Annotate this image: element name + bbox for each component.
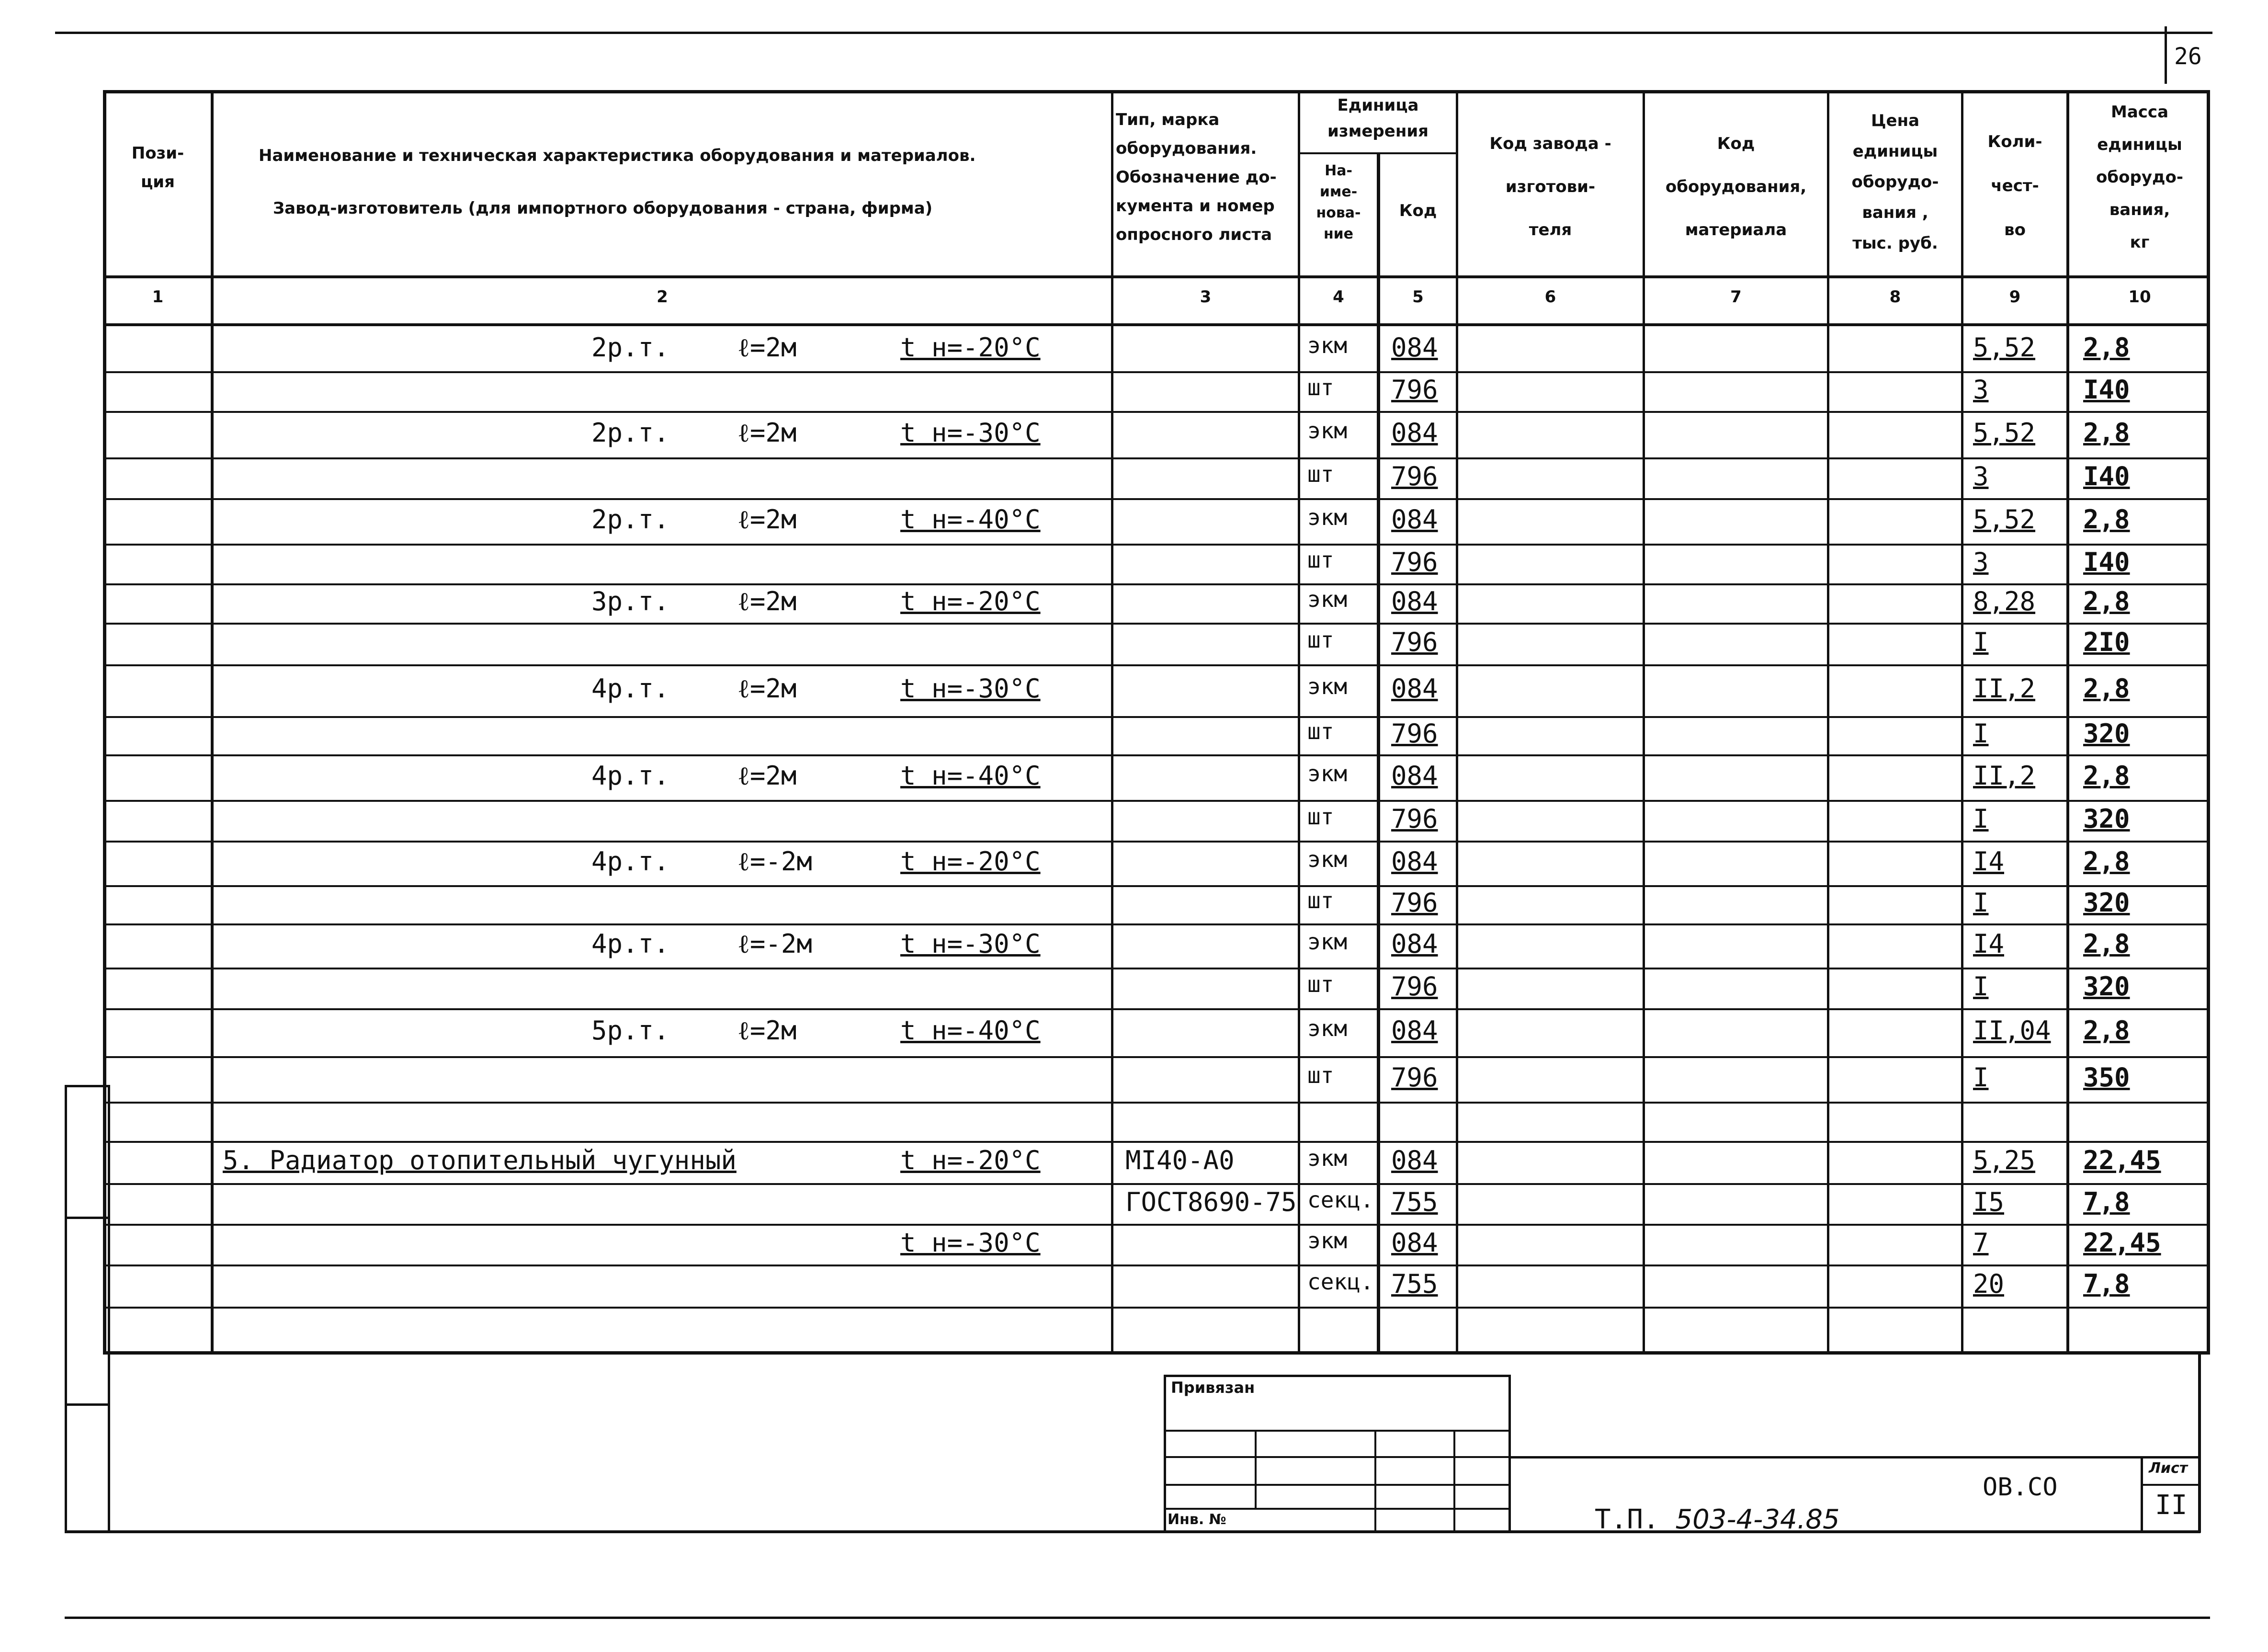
column-number: 4 — [1333, 287, 1344, 307]
col-line-8 — [1961, 90, 1963, 1355]
row-length: ℓ=-2м — [737, 929, 812, 959]
row-code: 796 — [1391, 461, 1438, 491]
header-col7: Код оборудования, материала — [1665, 134, 1807, 239]
stamp-line — [1164, 1484, 1511, 1486]
row-code: 084 — [1391, 332, 1438, 363]
row-length: ℓ=-2м — [737, 846, 812, 877]
header-col5: Код — [1399, 201, 1437, 220]
side-stamp-line — [108, 1085, 110, 1533]
row-quantity: I5 — [1973, 1186, 2005, 1217]
row-unit: шт — [1307, 888, 1334, 913]
privyazan-label: Привязан — [1171, 1379, 1255, 1397]
column-number: 10 — [2128, 287, 2151, 307]
row-quantity: I — [1973, 803, 1989, 834]
stamp-line — [1374, 1430, 1376, 1533]
row-quantity: II,2 — [1973, 760, 2036, 791]
row-temperature: t н=-40°С — [900, 760, 1041, 791]
row-line — [103, 885, 2210, 887]
row-mass: 2,8 — [2083, 586, 2130, 616]
column-number: 5 — [1412, 287, 1424, 307]
row-unit: секц. — [1307, 1186, 1374, 1213]
row-code: 084 — [1391, 846, 1438, 877]
row-quantity: 8,28 — [1973, 586, 2036, 616]
sheet-number-line — [2141, 1484, 2200, 1486]
row-line — [103, 1008, 2210, 1010]
row-code: 084 — [1391, 1015, 1438, 1046]
row-quantity: 5,25 — [1973, 1145, 2036, 1175]
col-line-1 — [211, 90, 214, 1355]
row-temperature: t н=-20°С — [900, 586, 1041, 616]
row-code: 796 — [1391, 547, 1438, 577]
row-unit: экм — [1307, 332, 1348, 358]
row-unit: секц. — [1307, 1269, 1374, 1295]
top-border-line — [55, 32, 2212, 34]
row-quantity: I — [1973, 627, 1989, 657]
row-length: ℓ=2м — [737, 673, 797, 704]
row-description: 2р.т. — [591, 417, 669, 448]
row-code: 796 — [1391, 803, 1438, 834]
row-unit: шт — [1307, 547, 1334, 573]
row-mass: 2,8 — [2083, 504, 2130, 535]
column-number: 6 — [1544, 287, 1556, 307]
row-length: ℓ=2м — [737, 760, 797, 791]
side-stamp-line — [65, 1217, 108, 1219]
row-line — [103, 583, 2210, 585]
col-line-6 — [1643, 90, 1645, 1355]
row-unit: шт — [1307, 627, 1334, 653]
row-unit: экм — [1307, 1015, 1348, 1041]
row-length: ℓ=2м — [737, 1015, 797, 1046]
row-description: 2р.т. — [591, 332, 669, 363]
header-col8: Цена единицы оборудо- вания , тыс. руб. — [1851, 111, 1939, 253]
row-description: 5. Радиатор отопительный чугунный — [223, 1145, 737, 1175]
row-line — [103, 1141, 2210, 1143]
row-description: 2р.т. — [591, 504, 669, 535]
row-line — [103, 1307, 2210, 1309]
row-code: 796 — [1391, 374, 1438, 405]
col-line-9 — [2066, 90, 2069, 1355]
col-line-2 — [1111, 90, 1113, 1355]
row-line — [103, 716, 2210, 718]
stamp-line — [1255, 1430, 1257, 1508]
header-col4: На- име- нова- ние — [1316, 162, 1361, 242]
header-col6: Код завода - изготови- теля — [1489, 134, 1611, 239]
row-code: 755 — [1391, 1269, 1438, 1299]
row-quantity: 20 — [1973, 1269, 2005, 1299]
row-description: 4р.т. — [591, 760, 669, 791]
row-code: 796 — [1391, 888, 1438, 918]
row-temperature: t н=-20°С — [900, 1145, 1041, 1175]
row-description: 3р.т. — [591, 586, 669, 616]
row-quantity: 3 — [1973, 461, 1989, 491]
row-unit: экм — [1307, 846, 1348, 872]
row-quantity: I — [1973, 1062, 1989, 1093]
row-line — [103, 841, 2210, 843]
header-col10: Масса единицы оборудо- вания, кг — [2096, 103, 2183, 252]
row-line — [103, 1224, 2210, 1226]
row-mass: 320 — [2083, 888, 2130, 918]
document-code: Т.П. 503-4-34.85 — [1594, 1504, 1840, 1535]
row-code: 755 — [1391, 1186, 1438, 1217]
row-line — [103, 498, 2210, 500]
col-line-5 — [1456, 90, 1458, 1355]
row-length: ℓ=2м — [737, 417, 797, 448]
row-quantity: II,2 — [1973, 673, 2036, 704]
row-code: 796 — [1391, 1062, 1438, 1093]
col-line-3 — [1298, 90, 1300, 1355]
stamp-line — [1164, 1430, 1511, 1432]
row-code: 084 — [1391, 1145, 1438, 1175]
row-line — [103, 457, 2210, 459]
row-code: 084 — [1391, 586, 1438, 616]
col-line-4 — [1377, 152, 1380, 1355]
row-quantity: 3 — [1973, 547, 1989, 577]
row-unit: шт — [1307, 718, 1334, 744]
row-line — [103, 544, 2210, 546]
row-quantity: II,04 — [1973, 1015, 2051, 1046]
row-unit: экм — [1307, 1145, 1348, 1171]
row-code: 796 — [1391, 718, 1438, 749]
row-code: 084 — [1391, 504, 1438, 535]
stamp-line — [1164, 1508, 1511, 1510]
stamp-line — [1453, 1430, 1455, 1533]
row-length: ℓ=2м — [737, 586, 797, 616]
stamp-line — [1164, 1456, 1511, 1458]
row-mass: I40 — [2083, 461, 2130, 491]
row-type: ГОСТ8690-75 — [1125, 1186, 1297, 1217]
row-line — [103, 411, 2210, 413]
row-temperature: t н=-20°С — [900, 846, 1041, 877]
row-temperature: t н=-30°С — [900, 673, 1041, 704]
row-unit: экм — [1307, 673, 1348, 699]
header-col3: Тип, марка оборудования. Обозначение до- кумента и номер опросного листа — [1116, 110, 1277, 244]
column-number: 9 — [2009, 287, 2021, 307]
header-bottom-line — [103, 275, 2210, 278]
sheet-bottom-line — [65, 1530, 2200, 1533]
row-line — [103, 1265, 2210, 1266]
title-block-line — [1511, 1456, 2198, 1458]
row-mass: 22,45 — [2083, 1227, 2161, 1258]
row-unit: шт — [1307, 461, 1334, 487]
sheet-corner-number: 26 — [2174, 43, 2202, 70]
row-temperature: t н=-20°С — [900, 332, 1041, 363]
row-mass: 2,8 — [2083, 332, 2130, 363]
sheet-number: II — [2155, 1490, 2188, 1521]
row-code: 796 — [1391, 627, 1438, 657]
header-col1: Пози- ция — [131, 144, 184, 192]
row-unit: экм — [1307, 504, 1348, 530]
column-number: 7 — [1730, 287, 1742, 307]
row-unit: шт — [1307, 803, 1334, 830]
row-unit: экм — [1307, 1227, 1348, 1253]
column-number: 8 — [1889, 287, 1901, 307]
row-code: 084 — [1391, 1227, 1438, 1258]
sheet-label: Лист — [2149, 1460, 2188, 1477]
row-temperature: t н=-30°С — [900, 417, 1041, 448]
header-col9: Коли- чест- во — [1987, 132, 2042, 239]
row-line — [103, 923, 2210, 925]
row-line — [103, 371, 2210, 373]
row-unit: шт — [1307, 1062, 1334, 1088]
side-stamp-line — [65, 1085, 108, 1087]
row-line — [103, 1102, 2210, 1104]
row-unit: шт — [1307, 971, 1334, 997]
column-number: 3 — [1200, 287, 1212, 307]
row-unit: экм — [1307, 586, 1348, 612]
row-mass: 320 — [2083, 803, 2130, 834]
row-code: 084 — [1391, 929, 1438, 959]
row-unit: экм — [1307, 929, 1348, 955]
row-type: МI40-А0 — [1125, 1145, 1235, 1175]
row-code: 084 — [1391, 760, 1438, 791]
row-length: ℓ=2м — [737, 504, 797, 535]
col-line-7 — [1827, 90, 1829, 1355]
row-quantity: I — [1973, 888, 1989, 918]
row-line — [103, 664, 2210, 666]
header-unit-group: Единица измерения — [1327, 96, 1429, 141]
row-quantity: 5,52 — [1973, 504, 2036, 535]
row-mass: 2,8 — [2083, 929, 2130, 959]
row-mass: 350 — [2083, 1062, 2130, 1093]
row-mass: 320 — [2083, 718, 2130, 749]
row-description: 5р.т. — [591, 1015, 669, 1046]
inv-no-label: Инв. № — [1168, 1511, 1226, 1528]
row-quantity: 7 — [1973, 1227, 1989, 1258]
header-col2: Наименование и техническая характеристика оборудования и материалов. Завод-изготовитель (для импортного оборудования - страна, фирма) — [259, 146, 976, 218]
row-code: 796 — [1391, 971, 1438, 1002]
row-description: 4р.т. — [591, 846, 669, 877]
row-mass: 7,8 — [2083, 1269, 2130, 1299]
row-code: 084 — [1391, 417, 1438, 448]
row-line — [103, 800, 2210, 802]
row-quantity: I4 — [1973, 929, 2005, 959]
row-temperature: t н=-40°С — [900, 504, 1041, 535]
row-unit: шт — [1307, 374, 1334, 400]
row-quantity: I — [1973, 718, 1989, 749]
row-length: ℓ=2м — [737, 332, 797, 363]
row-code: 084 — [1391, 673, 1438, 704]
row-mass: 22,45 — [2083, 1145, 2161, 1175]
row-mass: 2,8 — [2083, 1015, 2130, 1046]
row-line — [103, 1183, 2210, 1185]
row-line — [103, 968, 2210, 969]
page-bottom-rule — [65, 1617, 2210, 1619]
section-code: ОВ.СО — [1983, 1473, 2058, 1502]
row-quantity: I — [1973, 971, 1989, 1002]
row-mass: 2,8 — [2083, 846, 2130, 877]
row-temperature: t н=-30°С — [900, 1227, 1041, 1258]
row-mass: 320 — [2083, 971, 2130, 1002]
row-mass: 7,8 — [2083, 1186, 2130, 1217]
row-mass: I40 — [2083, 547, 2130, 577]
column-number: 2 — [657, 287, 668, 307]
row-description: 4р.т. — [591, 929, 669, 959]
row-unit: экм — [1307, 417, 1348, 444]
row-temperature: t н=-30°С — [900, 929, 1041, 959]
row-quantity: 3 — [1973, 374, 1989, 405]
side-stamp-line — [65, 1403, 108, 1406]
row-mass: 2I0 — [2083, 627, 2130, 657]
row-line — [103, 754, 2210, 756]
colnum-bottom-line — [103, 323, 2210, 326]
row-quantity: 5,52 — [1973, 417, 2036, 448]
row-mass: 2,8 — [2083, 417, 2130, 448]
row-quantity: I4 — [1973, 846, 2005, 877]
row-description: 4р.т. — [591, 673, 669, 704]
row-line — [103, 623, 2210, 625]
row-mass: I40 — [2083, 374, 2130, 405]
row-line — [103, 1056, 2210, 1058]
row-quantity: 5,52 — [1973, 332, 2036, 363]
row-temperature: t н=-40°С — [900, 1015, 1041, 1046]
column-number: 1 — [152, 287, 164, 307]
row-unit: экм — [1307, 760, 1348, 786]
row-mass: 2,8 — [2083, 673, 2130, 704]
side-stamp-line — [65, 1085, 67, 1533]
corner-tick — [2165, 26, 2167, 84]
row-mass: 2,8 — [2083, 760, 2130, 791]
